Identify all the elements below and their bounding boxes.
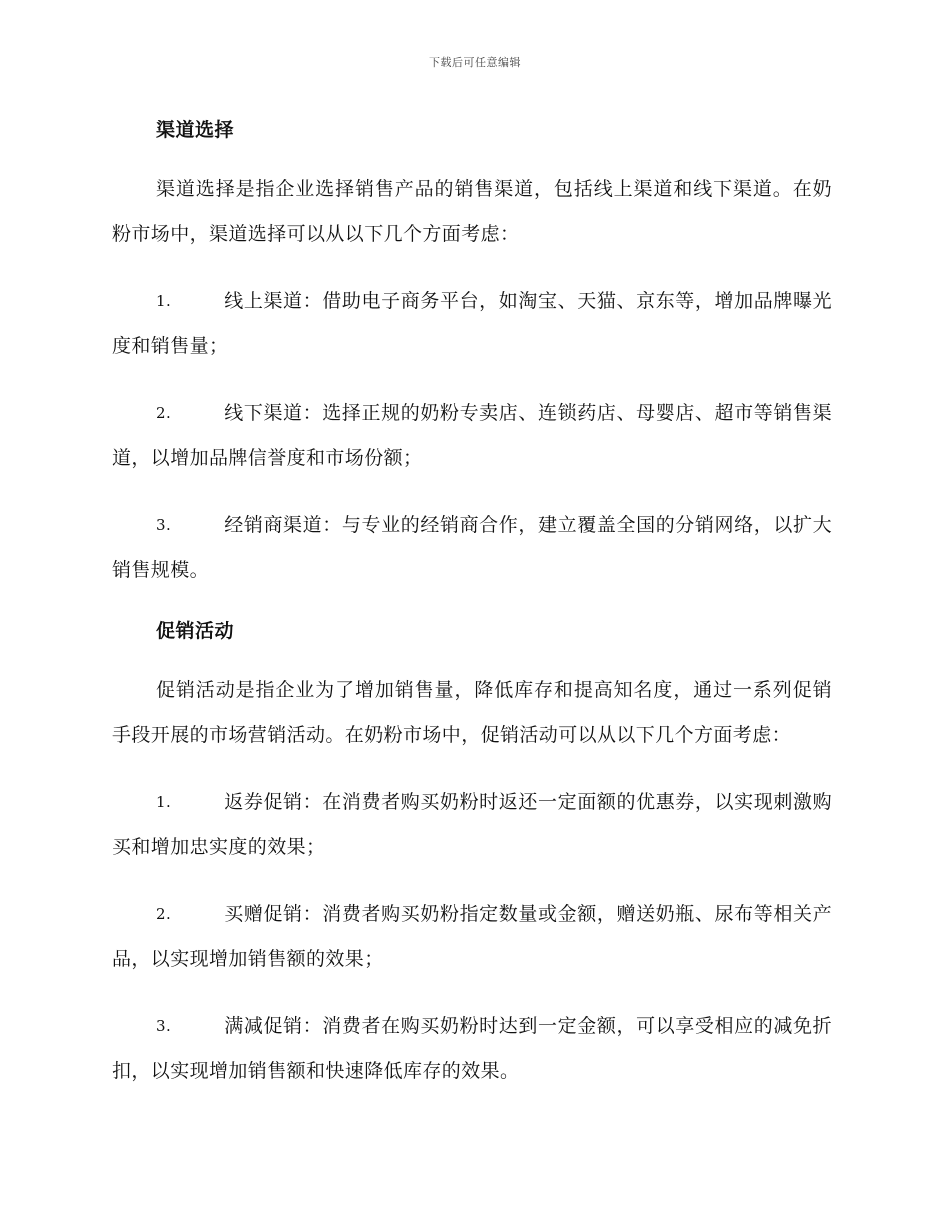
list-text: 满减促销：消费者在购买奶粉时达到一定金额，可以享受相应的减免折扣，以实现增加销售额和快速降低库存的效果。 (112, 1015, 832, 1082)
list-item (112, 391, 832, 481)
list-number: 1. (156, 292, 172, 310)
list-text: 经销商渠道：与专业的经销商合作，建立覆盖全国的分销网络，以扩大销售规模。 (112, 514, 832, 581)
list-number: 2. (156, 404, 172, 422)
section-heading-promotion: 促销活动 (156, 620, 235, 642)
list-item (112, 1004, 832, 1094)
section-intro-channel: 渠道选择是指企业选择销售产品的销售渠道，包括线上渠道和线下渠道。在奶粉市场中，渠道选择可以从以下几个方面考虑： (112, 178, 832, 245)
list-item (112, 780, 832, 870)
list-number: 2. (156, 905, 172, 923)
list-number: 3. (156, 516, 172, 534)
list-text: 线下渠道：选择正规的奶粉专卖店、连锁药店、母婴店、超市等销售渠道，以增加品牌信誉度和市场份额； (112, 402, 832, 469)
list-item (112, 892, 832, 982)
list-item (112, 279, 832, 369)
list-number: 1. (156, 793, 172, 811)
list-text: 买赠促销：消费者购买奶粉指定数量或金额，赠送奶瓶、尿布等相关产品，以实现增加销售额的效果； (112, 903, 832, 970)
list-text: 返券促销：在消费者购买奶粉时返还一定面额的优惠券，以实现刺激购买和增加忠实度的效果； (112, 791, 832, 858)
document-body (112, 114, 832, 1116)
list-item (112, 503, 832, 593)
page-header: 下载后可任意编辑 (429, 56, 521, 69)
section-intro-promotion: 促销活动是指企业为了增加销售量，降低库存和提高知名度，通过一系列促销手段开展的市场营销活动。在奶粉市场中，促销活动可以从以下几个方面考虑： (112, 679, 832, 746)
list-text: 线上渠道：借助电子商务平台，如淘宝、天猫、京东等，增加品牌曝光度和销售量； (112, 290, 832, 357)
section-heading-channel: 渠道选择 (156, 119, 235, 141)
list-number: 3. (156, 1017, 172, 1035)
